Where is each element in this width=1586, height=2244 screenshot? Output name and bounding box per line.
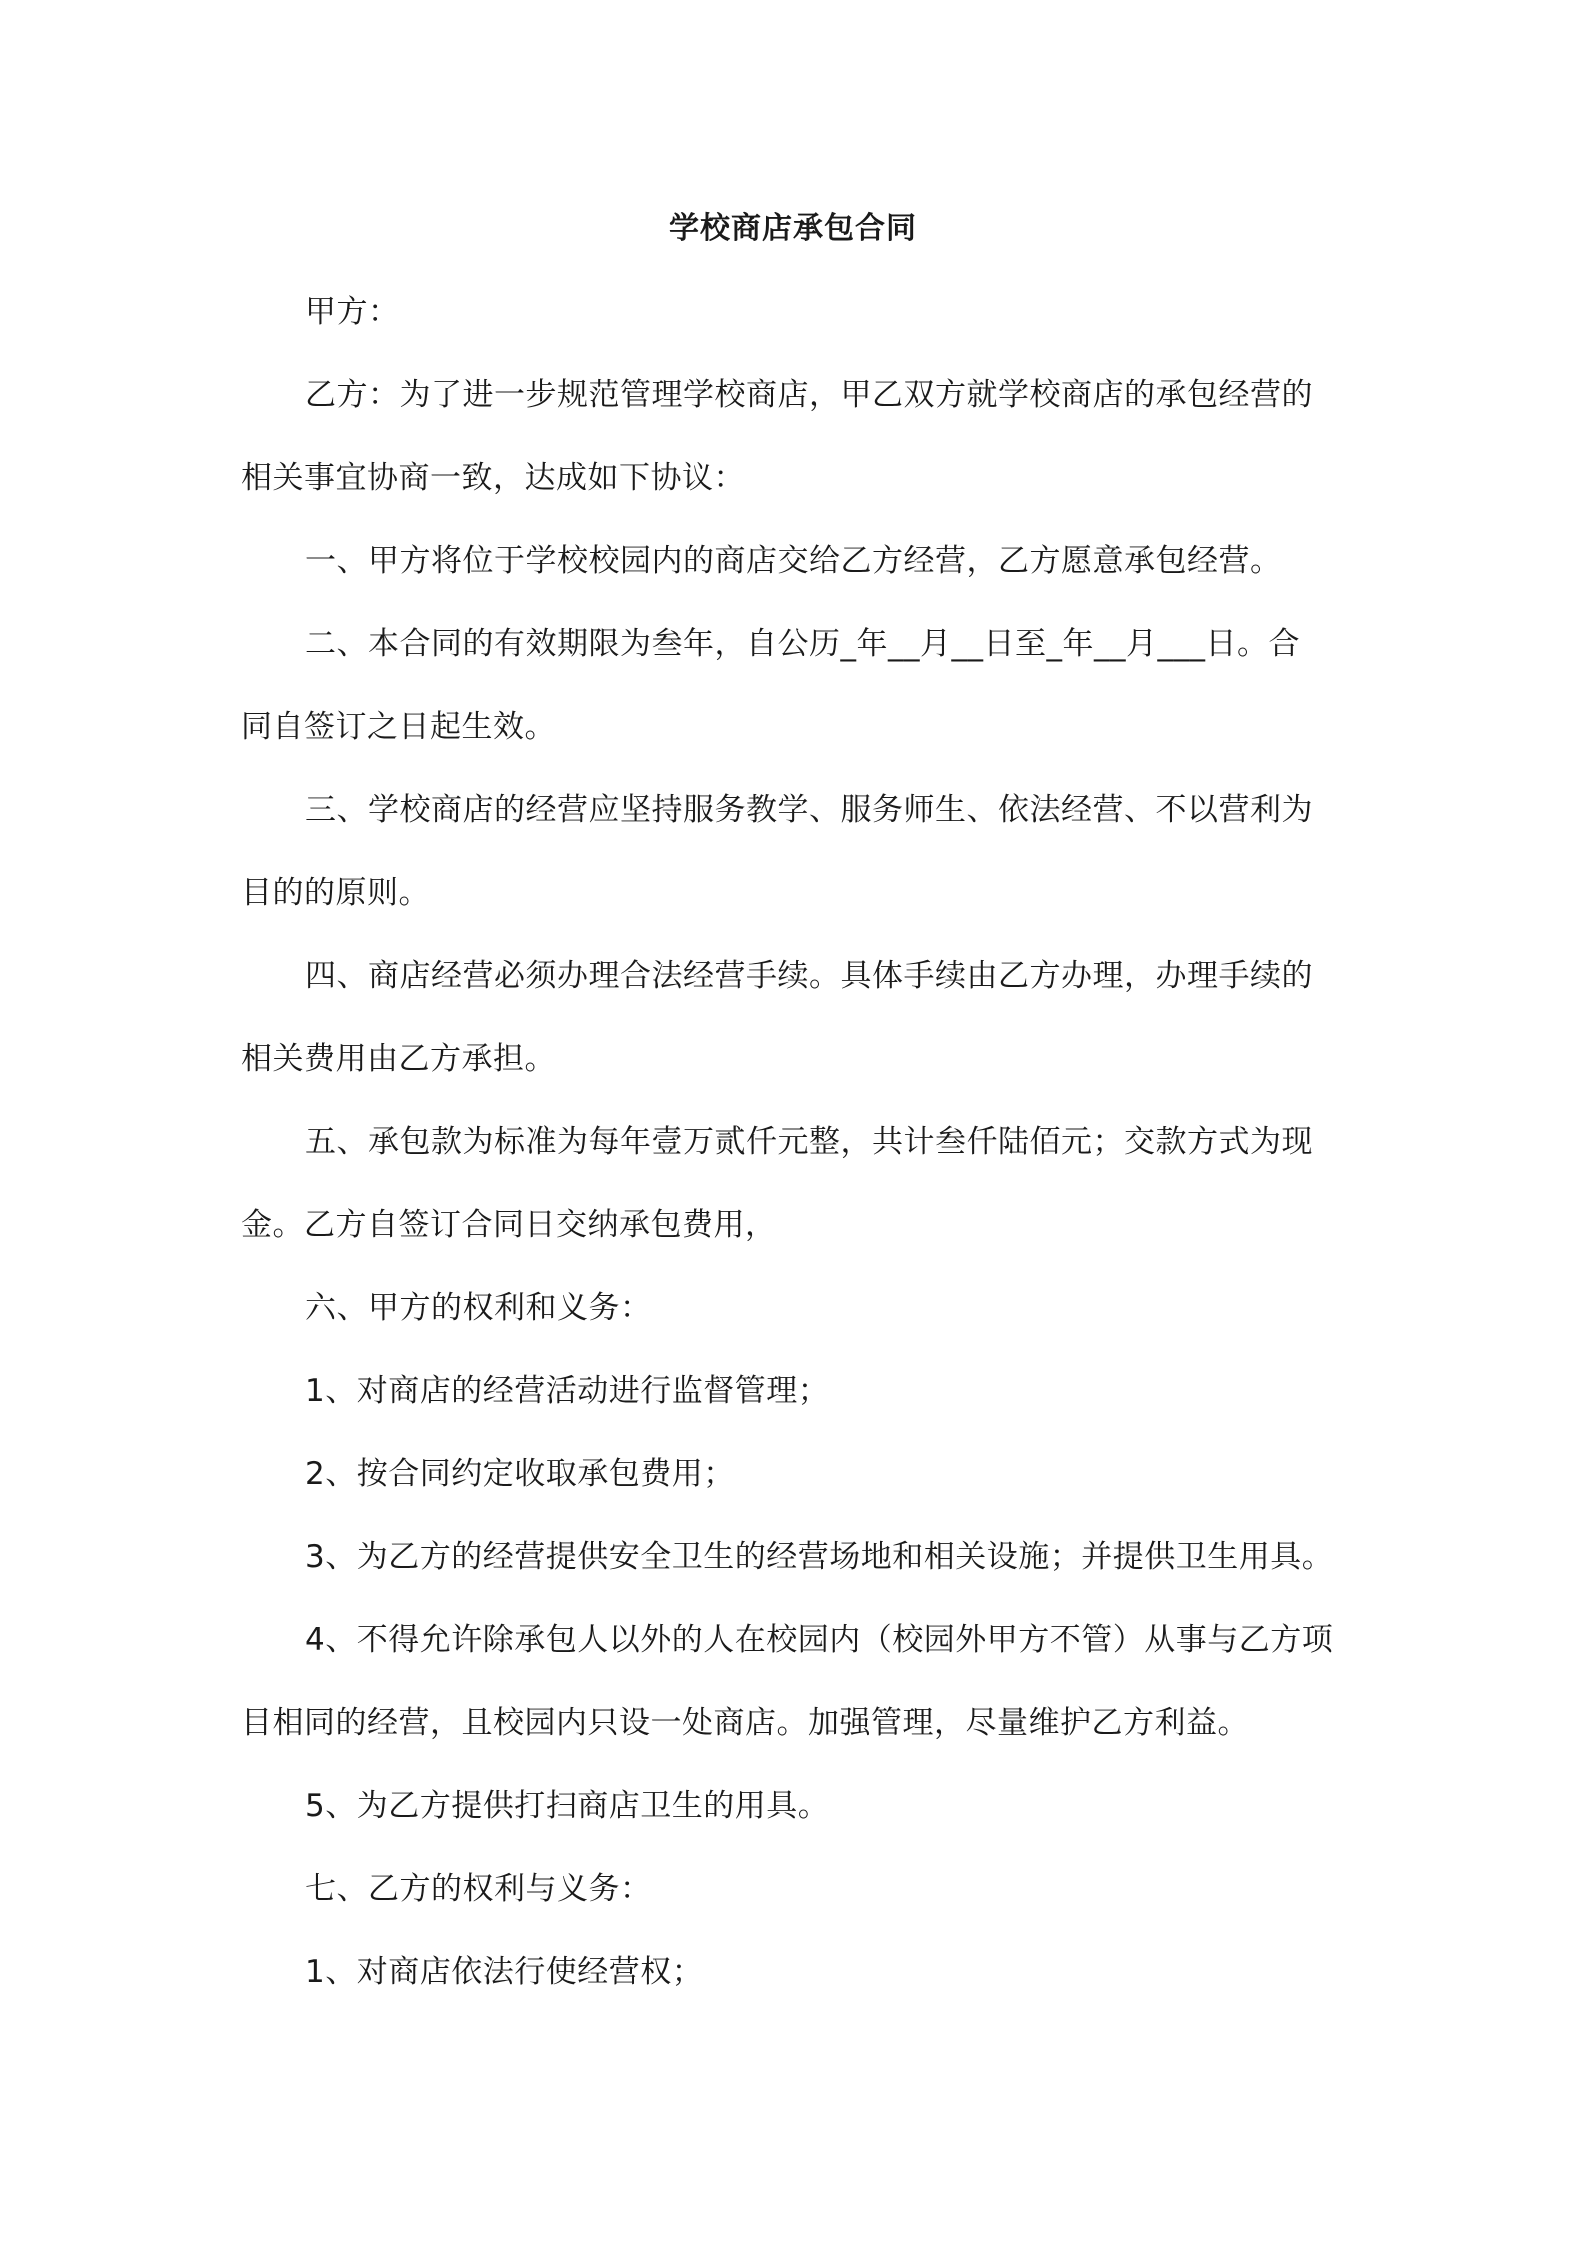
paragraph-line: 相关费用由乙方承担。: [241, 1041, 556, 1077]
list-item: 5、为乙方提供打扫商店卫生的用具。: [305, 1788, 830, 1824]
clause-6-heading: 六、甲方的权利和义务：: [305, 1290, 652, 1326]
list-item: 4、不得允许除承包人以外的人在校园内（校园外甲方不管）从事与乙方项: [305, 1622, 1334, 1658]
party-a-line: 甲方：: [305, 294, 400, 330]
clause-1-line: 一、甲方将位于学校校园内的商店交给乙方经营，乙方愿意承包经营。: [305, 543, 1282, 579]
paragraph-line: 金。乙方自签订合同日交纳承包费用，: [241, 1207, 777, 1243]
clause-3-line: 三、学校商店的经营应坚持服务教学、服务师生、依法经营、不以营利为: [305, 792, 1313, 828]
list-item: 3、为乙方的经营提供安全卫生的经营场地和相关设施；并提供卫生用具。: [305, 1539, 1334, 1575]
paragraph-line: 目的的原则。: [241, 875, 430, 911]
clause-4-line: 四、商店经营必须办理合法经营手续。具体手续由乙方办理，办理手续的: [305, 958, 1313, 994]
clause-5-line: 五、承包款为标准为每年壹万贰仟元整，共计叁仟陆佰元；交款方式为现: [305, 1124, 1313, 1160]
list-item: 2、按合同约定收取承包费用；: [305, 1456, 735, 1492]
list-item: 1、对商店的经营活动进行监督管理；: [305, 1373, 830, 1409]
clause-7-heading: 七、乙方的权利与义务：: [305, 1871, 652, 1907]
paragraph-line: 相关事宜协商一致，达成如下协议：: [241, 460, 745, 496]
document-title: 学校商店承包合同: [669, 211, 917, 246]
clause-2-line: 二、本合同的有效期限为叁年，自公历_年__月__日至_年__月___日。合: [305, 626, 1300, 662]
party-b-line: 乙方：为了进一步规范管理学校商店，甲乙双方就学校商店的承包经营的: [305, 377, 1313, 413]
paragraph-line: 目相同的经营，且校园内只设一处商店。加强管理，尽量维护乙方利益。: [241, 1705, 1249, 1741]
list-item: 1、对商店依法行使经营权；: [305, 1954, 704, 1990]
paragraph-line: 同自签订之日起生效。: [241, 709, 556, 745]
